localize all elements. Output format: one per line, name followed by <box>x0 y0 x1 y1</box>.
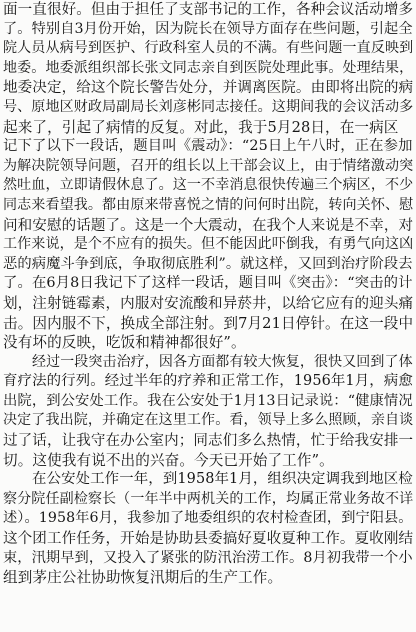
text-line: 记下了以下一段话，题目叫《震动》：“25日上午八时，正在参加 <box>3 138 413 155</box>
text-line: 工作来说，是个不应有的损失。但不能因此吓倒我，有勇气向这凶 <box>3 236 414 253</box>
text-line: 没有坏的反映，吃饭和精神都很好”。 <box>3 334 246 352</box>
text-line: 为解决院领导问题，召开的组长以上干部会议上，由于情绪激动突 <box>3 157 414 174</box>
text-line: 了。特别自3月份开始，因为院长在领导方面存在些问题，引起全 <box>3 20 413 37</box>
text-line: 在公安处工作一年，到1958年1月，组织决定调我到地区检 <box>32 471 413 488</box>
text-line: 问和安慰的话题了。这是一个大震动，在我个人来说是不幸，对 <box>3 216 414 234</box>
text-line: 同志来看望我。都由原来带喜悦之情的问何时出院，转向关怀、慰 <box>3 196 414 213</box>
text-line: 院人员从病号到医护、行政科室人员的不满。有些问题一直反映到 <box>3 40 414 57</box>
text-line: 地委决定，给这个院长警告处分，并调离医院。由即将出院的病 <box>3 79 414 97</box>
text-line: 经过一段突击治疗，因各方面都有较大恢复，很快又回到了体 <box>32 353 413 370</box>
text-line: 过了话，让我守在办公室内；同志们多么热情，忙于给我安排一 <box>3 432 414 450</box>
text-line: 育疗法的行列。经过半年的疗养和正常工作，1956年1月，病愈 <box>3 373 413 390</box>
text-line: 了。在6月8日我记下了这样一段话，题目叫《突击》：“突击的计 <box>3 275 413 292</box>
text-line: 切。这使我有说不出的兴奋。今天已开始了工作”。 <box>3 451 334 469</box>
text-line: 恶的病魔斗争到底，争取彻底胜利”。就这样，又回到治疗阶段去 <box>3 255 413 272</box>
text-line: 组到茅庄公社协助恢复汛期后的生产工作。 <box>3 569 283 587</box>
text-line: 察分院任副检察长（一年半中两机关的工作，均属正常业务故不详 <box>3 490 414 507</box>
text-line: 这个团工作任务，开始是协助县委搞好夏收夏种工作。夏收刚结 <box>3 530 414 548</box>
text-line: 然吐血，立即请假休息了。这一不幸消息很快传遍三个病区，不少 <box>3 177 414 194</box>
text-line: 号、原地区财政局副局长刘彦彬同志接任。这期间我的会议活动多 <box>3 98 414 115</box>
text-line: 束，汛期早到，又投入了紧张的防汛治涝工作。8月初我带一个小 <box>3 549 413 566</box>
text-line: 述）。1958年6月，我参加了地委组织的农村检查团，到宁阳县。 <box>3 510 413 527</box>
text-line: 决定了我出院，并确定在这里工作。看，领导上多么照顾，亲自谈 <box>3 412 414 429</box>
text-line: 划，注射链霉素，内服对安流酸和异菸井，以给它应有的迎头痛 <box>3 294 414 312</box>
text-line: 地委。地委派组织部长张文同志亲自到医院处理此事。处理结果， <box>3 59 414 76</box>
text-line: 面一直很好。但由于担任了支部书记的工作，各种会议活动增多 <box>3 1 414 18</box>
text-line: 击。因内服不下，换成全部注射。到7月21日停针。在这一段中 <box>3 314 414 332</box>
text-line: 起来了，引起了病情的反复。对此，我于5月28日，在一病区 <box>3 118 399 136</box>
text-line: 出院，到公安处工作。我在公安处于1月13日记录说：“健康情况 <box>3 392 413 409</box>
body-text <box>3 0 415 588</box>
